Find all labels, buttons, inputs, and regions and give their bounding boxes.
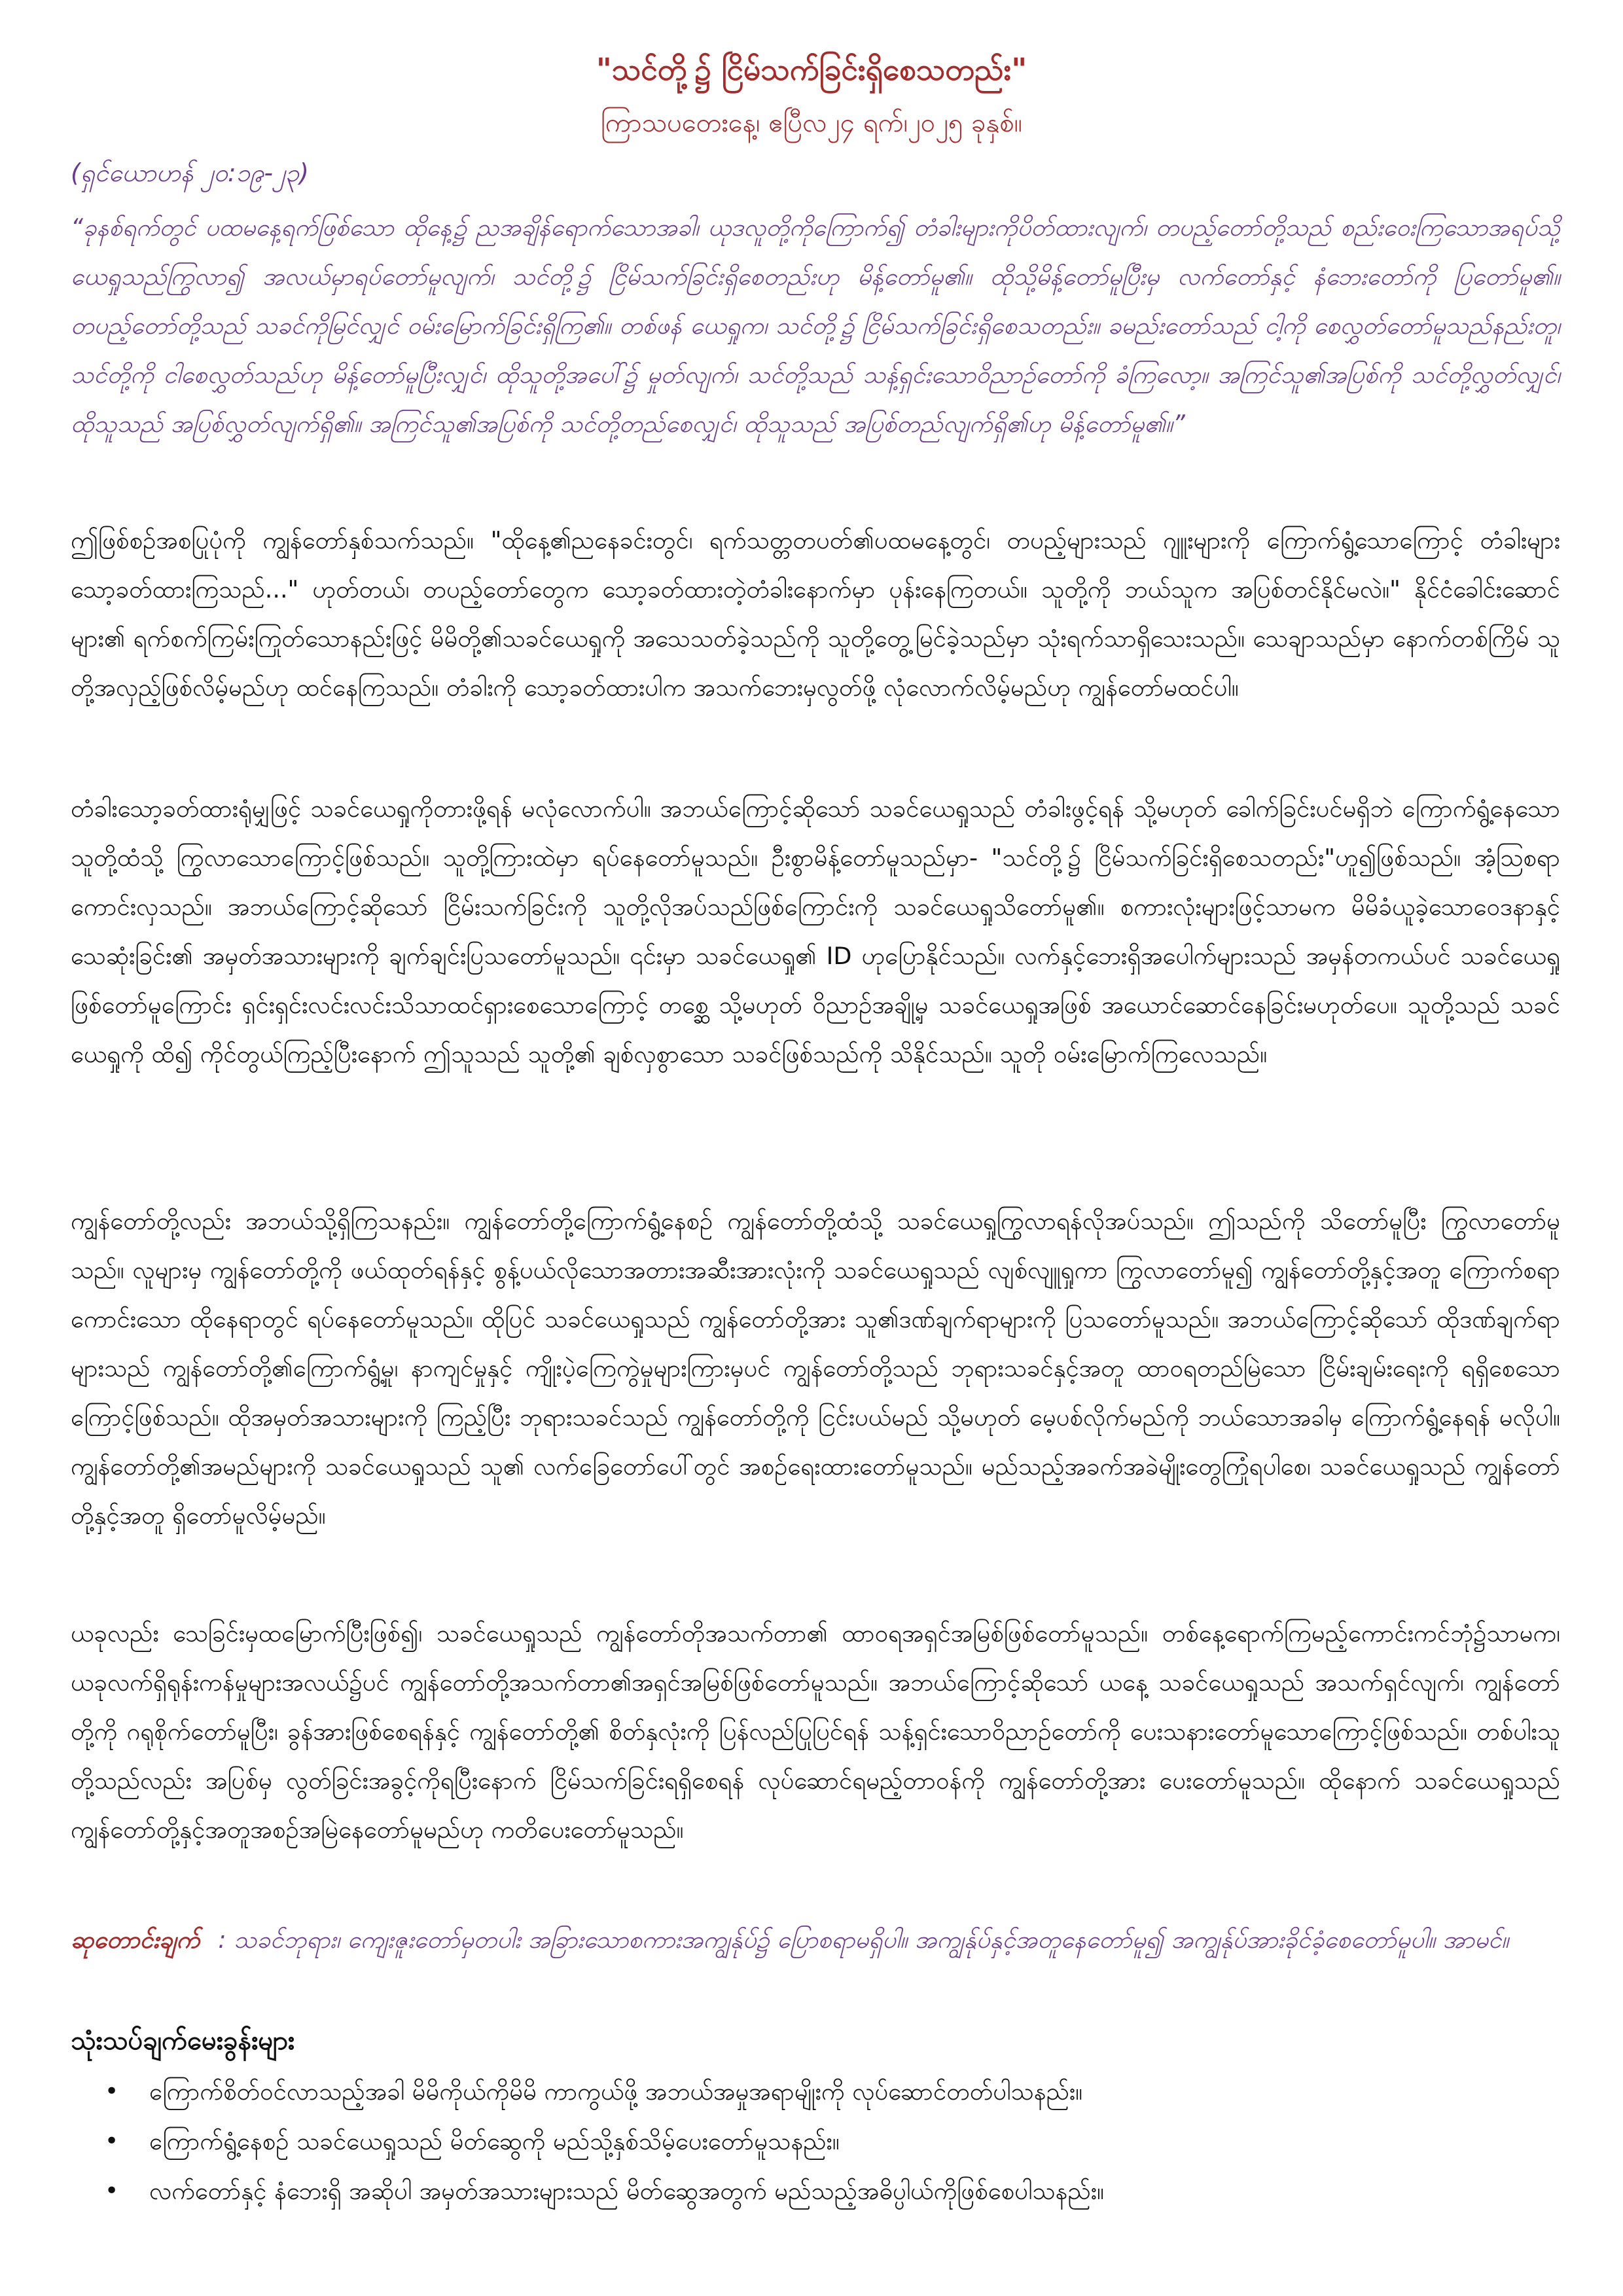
question-text: ကြောက်ရွံ့နေစဉ် သခင်ယေရှုသည် မိတ်ဆွေကို မည်သို့နှစ်သိမ့်ပေးတော်မူသနည်း။ (149, 2127, 840, 2155)
prayer-text: : သခင်ဘုရား၊ ကျေးဇူးတော်မှတပါး အခြားသောစကားအကျွန်ုပ်၌ ပြောစရာမရှိပါ။ အကျွန်ုပ်နှင့်အတူနေတော်မူ၍ အကျွန်ုပ်အားခိုင်ခံ့စေတော်မူပါ။ အာမင်။ (218, 1926, 1509, 1954)
questions-list (105, 2067, 1544, 2216)
prayer-section (71, 1916, 1560, 1964)
bullet-icon: • (105, 2178, 119, 2204)
scripture-quote: “ခုနစ်ရက်တွင် ပထမနေ့ရက်ဖြစ်သော ထိုနေ့၌ ညအချိန်ရောက်သောအခါ၊ ယုဒလူတို့ကိုကြောက်၍ တံခါးများကိုပိတ်ထားလျက်၊ တပည့်တော်တို့သည် စည်းဝေးကြသောအရပ်သို့ ယေရှုသည်ကြွလာ၍ အလယ်မှာရပ်တော်မူလျက်၊ သင်တို့၌ ငြိမ်သက်ခြင်းရှိစေတည်းဟု မိန့်တော်မူ၏။ ထိုသို့မိန့်တော်မူပြီးမှ လက်တော်နှင့် နံဘေးတော်ကို ပြတော်မူ၏။ တပည့်တော်တို့သည် သခင်ကိုမြင်လျှင် ဝမ်းမြောက်ခြင်းရှိကြ၏။ တစ်ဖန် ယေရှုက၊ သင်တို့၌ ငြိမ်သက်ခြင်းရှိစေသတည်း။ ခမည်းတော်သည် ငါ့ကို စေလွှတ်တော်မူသည်နည်းတူ၊ သင်တို့ကို ငါစေလွှတ်သည်ဟု မိန့်တော်မူပြီးလျှင်၊ ထိုသူတို့အပေါ်၌ မှုတ်လျက်၊ သင်တို့သည် သန့်ရှင်းသောဝိညာဉ်တော်ကို ခံကြလော့။ အကြင်သူ၏အပြစ်ကို သင်တို့လွှတ်လျှင်၊ ထိုသူသည် အပြစ်လွှတ်လျက်ရှိ၏။ အကြင်သူ၏အပြစ်ကို သင်တို့တည်စေလျှင်၊ ထိုသူသည် အပြစ်တည်လျက်ရှိ၏ဟု မိန့်တော်မူ၏။” (71, 213, 1560, 438)
body-paragraph-4: ယခုလည်း သေခြင်းမှထမြောက်ပြီးဖြစ်၍၊ သခင်ယေရှုသည် ကျွန်တော်တိုအသက်တာ၏ ထာဝရအရှင်အမြစ်ဖြစ်တော်မူသည်။ တစ်နေ့ရောက်ကြမည့်ကောင်းကင်ဘုံ၌သာမက၊ ယခုလက်ရှိရုန်းကန်မှုများအလယ်၌ပင် ကျွန်တော်တို့အသက်တာ၏အရှင်အမြစ်ဖြစ်တော်မူသည်။ အဘယ်ကြောင့်ဆိုသော် ယနေ့ သခင်ယေရှုသည် အသက်ရှင်လျက်၊ ကျွန်တော်တို့ကို ဂရုစိုက်တော်မူပြီး၊ ခွန်အားဖြစ်စေရန်နှင့် ကျွန်တော်တို့၏ စိတ်နှလုံးကို ပြန်လည်ပြုပြင်ရန် သန့်ရှင်းသောဝိညာဉ်တော်ကို ပေးသနားတော်မူသောကြောင့်ဖြစ်သည်။ တစ်ပါးသူတို့သည်လည်း အပြစ်မှ လွတ်ခြင်းအခွင့်ကိုရပြီးနောက် ငြိမ်သက်ခြင်းရရှိစေရန် လုပ်ဆောင်ရမည့်တာဝန်ကို ကျွန်တော်တို့အား ပေးတော်မူသည်။ ထိုနောက် သခင်ယေရှုသည် ကျွန်တော်တို့နှင့်အတူအစဉ်အမြဲနေတော်မူမည်ဟု ကတိပေးတော်မူသည်။ (71, 1619, 1560, 1844)
prayer-label: ဆုတောင်းချက် (71, 1926, 200, 1954)
list-item (105, 2166, 1544, 2216)
body-paragraph-3: ကျွန်တော်တို့လည်း အဘယ်သို့ရှိကြသနည်း။ ကျွန်တော်တို့ကြောက်ရွံ့နေစဉ် ကျွန်တော်တို့ထံသို့ သခင်ယေရှုကြွလာရန်လိုအပ်သည်။ ဤသည်ကို သိတော်မူပြီး ကြွလာတော်မူသည်။ လူများမှ ကျွန်တော်တို့ကို ဖယ်ထုတ်ရန်နှင့် စွန့်ပယ်လိုသောအတားအဆီးအားလုံးကို သခင်ယေရှုသည် လျစ်လျူရှုကာ ကြွလာတော်မူ၍ ကျွန်တော်တို့နှင့်အတူ ကြောက်စရာကောင်းသော ထိုနေရာတွင် ရပ်နေတော်မူသည်။ ထိုပြင် သခင်ယေရှုသည် ကျွန်တော်တို့အား သူ၏ဒဏ်ချက်ရာများကို ပြသတော်မူသည်။ အဘယ်ကြောင့်ဆိုသော် ထိုဒဏ်ချက်ရာများသည် ကျွန်တော်တို့၏ကြောက်ရွံ့မှု၊ နာကျင်မှုနှင့် ကျိုးပဲ့ကြေကွဲမှုများကြားမှပင် ကျွန်တော်တို့သည် ဘုရားသခင်နှင့်အတူ ထာဝရတည်မြဲသော ငြိမ်းချမ်းရေးကို ရရှိစေသောကြောင့်ဖြစ်သည်။ ထိုအမှတ်အသားများကို ကြည့်ပြီး ဘုရားသခင်သည် ကျွန်တော်တို့ကို ငြင်းပယ်မည် သို့မဟုတ် မေ့ပစ်လိုက်မည်ကို ဘယ်သောအခါမှ ကြောက်ရွံ့နေရန် မလိုပါ။ ကျွန်တော်တို့၏အမည်များကို သခင်ယေရှုသည် သူ၏ လက်ခြေတော်ပေါ်တွင် အစဉ်ရေးထားတော်မူသည်။ မည်သည့်အခက်အခဲမျိုးတွေကြုံရပါစေ၊ သခင်ယေရှုသည် ကျွန်တော်တို့နှင့်အတူ ရှိတော်မူလိမ့်မည်။ (71, 1207, 1560, 1530)
date-line: ကြာသပတေးနေ့၊ ဧပြီလ၂၄ ရက်၊၂၀၂၅ ခုနှစ်။ (601, 108, 1022, 138)
bullet-icon: • (105, 2128, 119, 2155)
question-text: ကြောက်စိတ်ဝင်လာသည့်အခါ မိမိကိုယ်ကိုမိမိ ကာကွယ်ဖို့ အဘယ်အမှုအရာမျိုးကို လုပ်ဆောင်တတ်ပါသနည်း။ (149, 2077, 1083, 2106)
question-text: လက်တော်နှင့် နံဘေးရှိ အဆိုပါ အမှတ်အသားများသည် မိတ်ဆွေအတွက် မည်သည့်အဓိပ္ပါယ်ကိုဖြစ်စေပါသနည်း။ (149, 2177, 1105, 2205)
document-title: "သင်တို့၌ ငြိမ်သက်ခြင်းရှိစေသတည်း" (596, 52, 1027, 87)
list-item (105, 2067, 1544, 2117)
bullet-icon: • (105, 2078, 119, 2105)
list-item (105, 2117, 1544, 2166)
scripture-reference: (ရှင်ယောဟန် ၂၀:၁၉-၂၃) (71, 158, 309, 187)
questions-heading: သုံးသပ်ချက်မေးခွန်းများ (71, 2026, 295, 2056)
body-paragraph-1: ဤဖြစ်စဉ်အစပြုပုံကို ကျွန်တော်နှစ်သက်သည်။ "ထိုနေ့၏ညနေခင်းတွင်၊ ရက်သတ္တတပတ်၏ပထမနေ့တွင်၊ တပည့်များသည် ဂျူးများကို ကြောက်ရွံ့သောကြောင့် တံခါးများသော့ခတ်ထားကြသည်..." ဟုတ်တယ်၊ တပည့်တော်တွေက သော့ခတ်ထားတဲ့တံခါးနောက်မှာ ပုန်းနေကြတယ်။ သူတို့ကို ဘယ်သူက အပြစ်တင်နိုင်မလဲ။" နိုင်ငံခေါင်းဆောင်များ၏ ရက်စက်ကြမ်းကြုတ်သောနည်းဖြင့် မိမိတို့၏သခင်ယေရှုကို အသေသတ်ခဲ့သည်ကို သူတို့တွေ့မြင်ခဲ့သည်မှာ သုံးရက်သာရှိသေးသည်။ သေချာသည်မှာ နောက်တစ်ကြိမ် သူတို့အလှည့်ဖြစ်လိမ့်မည်ဟု ထင်နေကြသည်။ တံခါးကို သော့ခတ်ထားပါက အသက်ဘေးမှလွတ်ဖို့ လုံလောက်လိမ့်မည်ဟု ကျွန်တော်မထင်ပါ။ (71, 526, 1560, 702)
body-paragraph-2: တံခါးသော့ခတ်ထားရုံမျှဖြင့် သခင်ယေရှုကိုတားဖို့ရန် မလုံလောက်ပါ။ အဘယ်ကြောင့်ဆိုသော် သခင်ယေရှုသည် တံခါးဖွင့်ရန် သို့မဟုတ် ခေါက်ခြင်းပင်မရှိဘဲ ကြောက်ရွံ့နေသော သူတို့ထံသို့ ကြွလာသောကြောင့်ဖြစ်သည်။ သူတို့ကြားထဲမှာ ရပ်နေတော်မူသည်။ ဦးစွာမိန့်တော်မူသည်မှာ- "သင်တို့၌ ငြိမ်သက်ခြင်းရှိစေသတည်း"ဟူ၍ဖြစ်သည်။ အံ့ဩစရာကောင်းလှသည်။ အဘယ်ကြောင့်ဆိုသော် ငြိမ်းသက်ခြင်းကို သူတို့လိုအပ်သည်ဖြစ်ကြောင်းကို သခင်ယေရှုသိတော်မူ၏။ စကားလုံးများဖြင့်သာမက မိမိခံယူခဲ့သောဝေဒနာနှင့် သေဆုံးခြင်း၏ အမှတ်အသားများကို ချက်ချင်းပြသတော်မူသည်။ ၎င်းမှာ သခင်ယေရှု၏ ID ဟုပြောနိုင်သည်။ လက်နှင့်ဘေးရှိအပေါက်များသည် အမှန်တကယ်ပင် သခင်ယေရှုဖြစ်တော်မူကြောင်း ရှင်းရှင်းလင်းလင်းသိသာထင်ရှားစေသောကြောင့် တစ္ဆေ သို့မဟုတ် ဝိညာဉ်အချို့မှ သခင်ယေရှုအဖြစ် အယောင်ဆောင်နေခြင်းမဟုတ်ပေ။ သူတို့သည် သခင်ယေရှုကို ထိ၍ ကိုင်တွယ်ကြည့်ပြီးနောက် ဤသူသည် သူတို့၏ ချစ်လှစွာသော သခင်ဖြစ်သည်ကို သိနိုင်သည်။ သူတို ဝမ်းမြောက်ကြလေသည်။ (71, 795, 1560, 1068)
